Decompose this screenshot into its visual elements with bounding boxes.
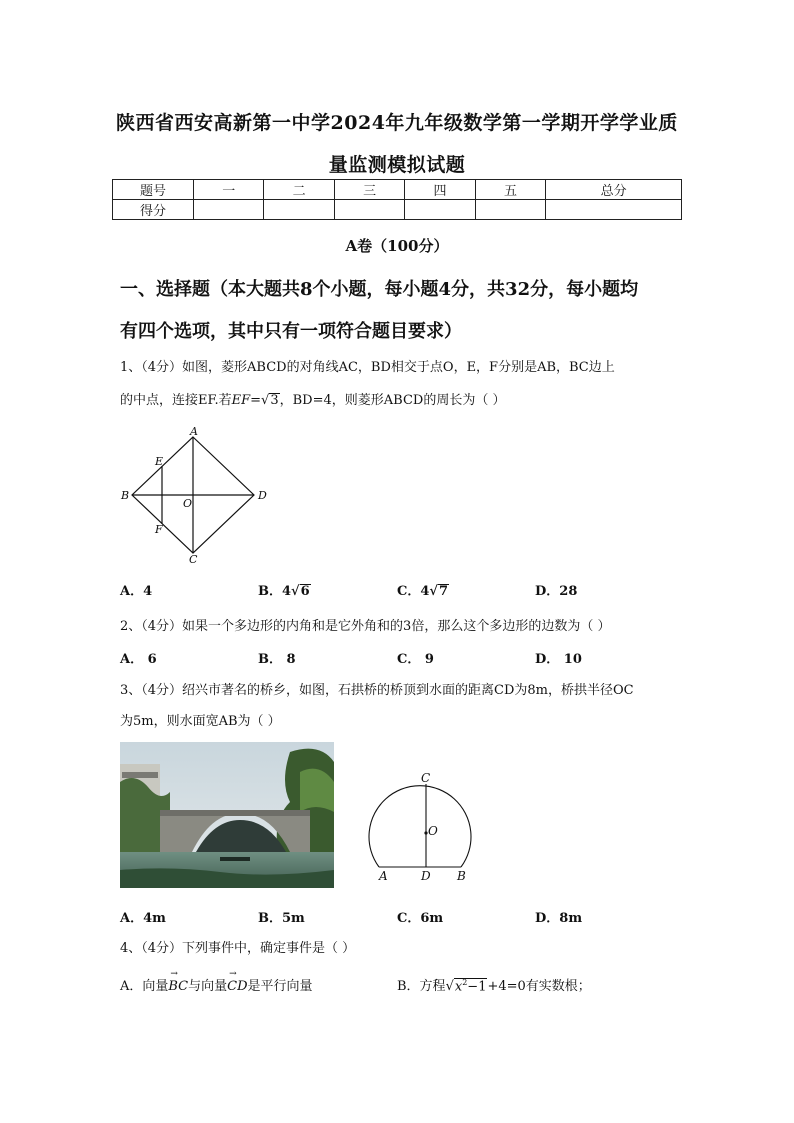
section-heading: 一、选择题（本大题共8个小题，每小题4分，共32分，每小题均 [120, 279, 639, 300]
q4-option-b[interactable]: B．方程$√x^2-1+4=0$有实数根； [397, 977, 591, 994]
q1-text-a: 的中点，连接EF.若 [120, 393, 232, 408]
q2-option-b[interactable]: B． 8 [258, 652, 296, 667]
label-a: A [190, 425, 198, 438]
q2-option-d[interactable]: D． 10 [535, 652, 582, 667]
bridge-photo [120, 742, 334, 888]
label-o: O [183, 497, 193, 510]
label-e: E [155, 455, 164, 468]
option-label: B． [258, 584, 282, 599]
score-input-cell[interactable] [405, 200, 475, 220]
score-cell: 一 [194, 180, 264, 200]
q1-text-b: ，BD=4，则菱形ABCD的周长为（ ） [279, 393, 506, 408]
option-coef: 4 [282, 584, 292, 599]
score-input-cell[interactable] [334, 200, 404, 220]
question-1-line1: 1、（4分）如图，菱形ABCD的对角线AC，BD相交于点O，E，F分别是AB，BC边上 [120, 360, 615, 375]
question-1-line2: 的中点，连接EF.若EF=√3，BD=4，则菱形ABCD的周长为（ ） [120, 393, 506, 408]
label-c: C [189, 553, 198, 565]
option-label: C． [397, 584, 421, 599]
q3-option-c[interactable]: C．6m [397, 911, 444, 926]
label-d: D [421, 869, 431, 883]
arch-figure [365, 765, 495, 890]
q1-option-b[interactable]: B．4√6 [258, 584, 310, 599]
vector-cd: → CD [227, 979, 247, 994]
variable-x: x [454, 979, 463, 994]
score-table [112, 179, 682, 220]
option-radicand: 7 [438, 584, 448, 599]
option-text: A．向量 [120, 979, 169, 994]
score-cell: 三 [334, 180, 404, 200]
option-label: A． [120, 584, 144, 599]
label-a: A [379, 869, 388, 883]
score-row-label: 得分 [113, 200, 194, 220]
option-text: 与向量 [188, 979, 228, 994]
label-f: F [155, 523, 163, 536]
radicand [454, 978, 488, 995]
q4-option-a[interactable] [120, 975, 313, 994]
paper-part-heading: A卷（100分） [345, 237, 449, 255]
q1-option-a[interactable] [120, 580, 152, 599]
q3-option-d[interactable]: D．8m [535, 911, 583, 926]
label-d: D [258, 489, 267, 502]
option-text: B．方程 [397, 979, 446, 994]
q3-option-a[interactable]: A．4m [120, 911, 166, 926]
score-input-cell[interactable] [264, 200, 334, 220]
exponent: 2 [462, 977, 468, 987]
label-c: C [421, 771, 431, 785]
option-text: 是平行向量 [247, 979, 313, 994]
question-4: 4、（4分）下列事件中，确定事件是（ ） [120, 941, 356, 956]
question-3-line1: 3、（4分）绍兴市著名的桥乡，如图，石拱桥的桥顶到水面的距离CD为8m，桥拱半径OC [120, 683, 634, 698]
question-3-line2: 为5m，则水面宽AB为（ ） [120, 714, 281, 729]
q3-option-b[interactable]: B．5m [258, 911, 305, 926]
score-table-header-row [113, 180, 682, 200]
label-o: O [428, 824, 438, 838]
score-cell: 总分 [546, 180, 682, 200]
score-cell: 题号 [113, 180, 194, 200]
option-coef: 4 [420, 584, 430, 599]
q1-option-c[interactable]: C．4√7 [397, 584, 448, 599]
arch-arc [369, 786, 471, 867]
page-title: 陕西省西安高新第一中学2024年九年级数学第一学期开学学业质 [116, 112, 678, 134]
score-input-cell[interactable] [546, 200, 682, 220]
q1-option-d[interactable] [535, 580, 577, 599]
section-heading-line2: 有四个选项，其中只有一项符合题目要求） [120, 321, 462, 342]
q2-option-c[interactable]: C． 9 [397, 652, 434, 667]
option-label: D． [535, 584, 560, 599]
label-b: B [457, 869, 466, 883]
label-b: B [121, 489, 130, 502]
vector-bc: → BC [168, 979, 188, 994]
radicand-rest: −1 [467, 979, 487, 994]
score-cell: 五 [475, 180, 545, 200]
q2-option-a[interactable]: A． 6 [120, 652, 157, 667]
option-radicand: 6 [300, 584, 310, 599]
page-title-line2: 量监测模拟试题 [328, 154, 466, 176]
option-text: 有实数根； [525, 979, 591, 994]
sqrt-radicand: 3 [270, 393, 279, 408]
rhombus-figure [118, 425, 278, 565]
equals-sign: = [250, 393, 262, 408]
ef-variable: EF [231, 393, 251, 408]
score-cell: 二 [264, 180, 334, 200]
score-table-score-row [113, 200, 682, 220]
score-input-cell[interactable] [194, 200, 264, 220]
equation-rest: +4=0 [487, 979, 526, 994]
option-value: 4 [143, 584, 153, 599]
question-2: 2、（4分）如果一个多边形的内角和是它外角和的3倍，那么这个多边形的边数为（ ） [120, 619, 611, 634]
score-cell: 四 [405, 180, 475, 200]
option-value: 28 [559, 584, 578, 599]
score-input-cell[interactable] [475, 200, 545, 220]
